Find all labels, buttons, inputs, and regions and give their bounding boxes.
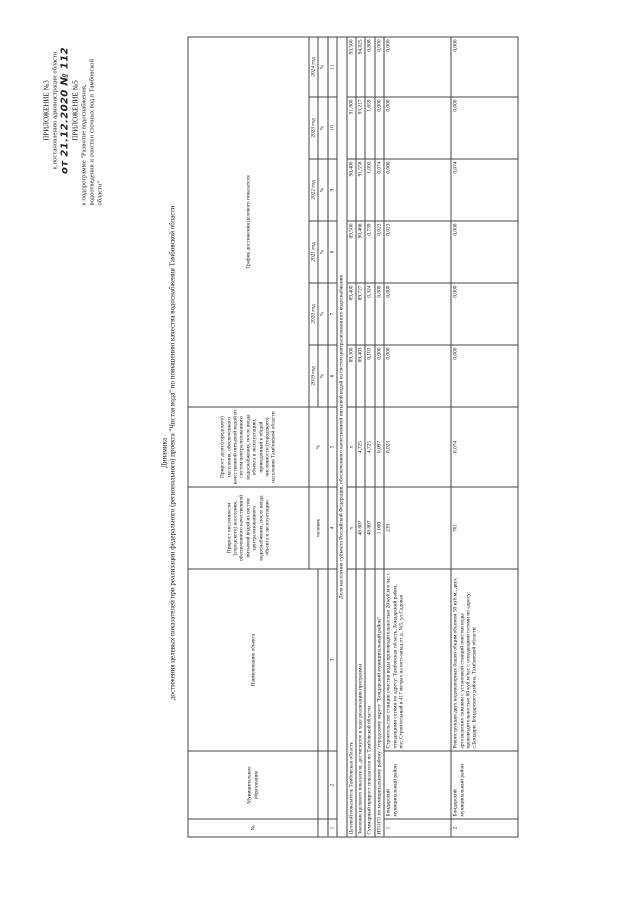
unit-percent-2020: % bbox=[318, 283, 327, 345]
year-2021: 2021 год bbox=[309, 221, 318, 283]
unit-percent-2023: % bbox=[318, 97, 327, 159]
object-municipality: Бондарский муниципальный район bbox=[384, 751, 451, 819]
object-row bbox=[384, 36, 451, 836]
summary-growth: 48 807 bbox=[356, 487, 365, 569]
col-num-9: 9 bbox=[327, 159, 336, 221]
district-total-value: 0,000 bbox=[374, 345, 383, 407]
attachment-line-1: ПРИЛОЖЕНИЕ №3 bbox=[42, 79, 50, 141]
summary-label: Целевой показатель Тамбовская область bbox=[346, 569, 355, 837]
unit-people: человек bbox=[309, 487, 328, 569]
summary-value: 0,103 bbox=[365, 345, 374, 407]
col-num-2: 2 bbox=[327, 751, 336, 819]
summary-value: 0,324 bbox=[365, 283, 374, 345]
summary-value: 93,217 bbox=[356, 97, 365, 159]
summary-value: 90,400 bbox=[346, 159, 355, 221]
units-blank-2 bbox=[318, 751, 327, 819]
attachment-line-5: водоотведения и очистки сточных вод в Тамбовской bbox=[88, 58, 95, 205]
object-value: 0,000 bbox=[384, 345, 451, 407]
attachment-line-6: области" bbox=[96, 180, 103, 205]
summary-label: Значение целевого показателя, достигнутое в ходе реализации программы bbox=[356, 569, 365, 837]
units-blank-1 bbox=[318, 819, 327, 837]
district-total-value: 0,074 bbox=[374, 159, 383, 221]
summary-value: 94,025 bbox=[356, 36, 365, 96]
object-municipality: Бондарский муниципальный район bbox=[451, 751, 518, 819]
summary-growth: х bbox=[346, 487, 355, 569]
unit-percent-2022: % bbox=[318, 159, 327, 221]
summary-value: 91,800 bbox=[346, 97, 355, 159]
column-numbers-row bbox=[327, 36, 336, 836]
unit-percent-2024: % bbox=[318, 36, 327, 96]
summary-value: 0,808 bbox=[365, 36, 374, 96]
header-no: № bbox=[188, 819, 318, 837]
district-total-value: 0,000 bbox=[374, 97, 383, 159]
district-total-label: ИТОГО по муниципальному району / городскому округу "Бондарский муниципальный район" bbox=[374, 569, 383, 837]
header-row bbox=[188, 36, 309, 836]
object-name: Реконструкция двух водонапорных башен общим объемом 50 куб.м., двух артезианских скважин с установкой станций очистки воды производительностью 60 куб.м/час с отводящими сетями по адресу: с.Бондари, Бондарского района, Тамбовской области bbox=[451, 569, 518, 751]
title-line-1: Динамика bbox=[160, 437, 168, 468]
object-value: 0,000 bbox=[451, 221, 518, 283]
summary-share: 4,725 bbox=[356, 407, 365, 487]
col-num-5: 5 bbox=[327, 407, 336, 487]
attachment-line-4: к подпрограмме "Развитие водоснабжения, bbox=[80, 83, 87, 205]
section-title: Доля населения субъекта Российской Федерации, обеспеченного качественной питьевой водой из систем централизованного водоснабжения bbox=[337, 36, 346, 836]
summary-row bbox=[356, 36, 365, 836]
title-line-2: достижения целевых показателей при реализации федерального (регионального) проекта "Чистая вода" по повышению качества водоснабжения Тамбовской области bbox=[168, 205, 176, 700]
object-share: 0,023 bbox=[384, 407, 451, 487]
col-num-11: 11 bbox=[327, 36, 336, 96]
object-value: 0,000 bbox=[384, 283, 451, 345]
summary-row bbox=[365, 36, 374, 836]
section-row bbox=[337, 36, 346, 836]
object-growth: 761 bbox=[451, 487, 518, 569]
summary-value: 89,500 bbox=[346, 221, 355, 283]
header-municipality: Муниципальное образование bbox=[188, 751, 318, 819]
object-value: 0,000 bbox=[451, 283, 518, 345]
header-population-growth: Прирост численности (городского) населения, обеспеченного качественной питьевой водой из систем централизованного водоснабжения, после ввода объекта в эксплуатацию bbox=[188, 487, 309, 569]
object-row bbox=[451, 36, 518, 836]
object-growth: 239 bbox=[384, 487, 451, 569]
col-num-7: 7 bbox=[327, 283, 336, 345]
district-total-value: 0,000 bbox=[374, 36, 383, 96]
col-num-3: 3 bbox=[327, 569, 336, 751]
year-2019: 2019 год bbox=[309, 345, 318, 407]
col-num-4: 4 bbox=[327, 487, 336, 569]
attachment-line-3: ПРИЛОЖЕНИЕ №5 bbox=[71, 79, 79, 141]
year-2023: 2023 год bbox=[309, 97, 318, 159]
object-no: 1 bbox=[384, 819, 451, 837]
summary-value: 89,403 bbox=[356, 345, 365, 407]
object-value: 0,000 bbox=[451, 345, 518, 407]
district-total-row bbox=[374, 36, 383, 836]
header-object-name: Наименование объекта bbox=[188, 569, 318, 751]
object-name: Строительство станции очистки воды производительностью 20 куб.м в час с отводящими сетями по адресу: Тамбовская область, Бондарский район, пос.Строительный в 417 метрах на юго-запад от д. №5, ул.Садовая bbox=[384, 569, 451, 751]
units-blank-3 bbox=[318, 569, 327, 751]
document-title bbox=[160, 0, 176, 905]
summary-value: 1,659 bbox=[365, 97, 374, 159]
year-2024: 2024 год bbox=[309, 36, 318, 96]
district-total-value: 0,000 bbox=[374, 283, 383, 345]
object-share: 0,074 bbox=[451, 407, 518, 487]
summary-value: 89,400 bbox=[346, 283, 355, 345]
summary-value: 1,092 bbox=[365, 159, 374, 221]
target-indicators-table bbox=[187, 36, 518, 837]
unit-percent-2019: % bbox=[318, 345, 327, 407]
summary-share: 4,725 bbox=[365, 407, 374, 487]
summary-value: 90,466 bbox=[356, 221, 365, 283]
handwritten-date-number: от 21.12.2020 № 112 bbox=[59, 46, 70, 174]
object-value: 0,000 bbox=[384, 97, 451, 159]
unit-percent-2021: % bbox=[318, 221, 327, 283]
attachment-block bbox=[42, 15, 104, 205]
object-no: 2 bbox=[451, 819, 518, 837]
summary-growth: 48 807 bbox=[365, 487, 374, 569]
attachment-line-2: к постановлению администрации области bbox=[51, 51, 58, 169]
object-value: 0,000 bbox=[384, 159, 451, 221]
col-num-10: 10 bbox=[327, 97, 336, 159]
summary-row bbox=[346, 36, 355, 836]
col-num-6: 6 bbox=[327, 345, 336, 407]
summary-value: 89,300 bbox=[346, 345, 355, 407]
district-total-value: 0,023 bbox=[374, 221, 383, 283]
summary-share: х bbox=[346, 407, 355, 487]
col-num-8: 8 bbox=[327, 221, 336, 283]
summary-value: 89,727 bbox=[356, 283, 365, 345]
col-num-1: 1 bbox=[327, 819, 336, 837]
header-population-share: Прирост доли (городского) населения, обеспеченного качественной питьевой водой из систем централизованного водоснабжения, после ввода объекта в эксплуатацию, приведенный к общей численности (городского) населения Тамбовской области bbox=[188, 407, 309, 487]
object-value: 0,000 bbox=[451, 97, 518, 159]
summary-label: Суммарный прирост показателя по Тамбовской области bbox=[365, 569, 374, 837]
summary-value: 0,739 bbox=[365, 221, 374, 283]
object-value: 0,023 bbox=[384, 221, 451, 283]
summary-value: 93,500 bbox=[346, 36, 355, 96]
district-total-share: 0,097 bbox=[374, 407, 383, 487]
object-value: 0,000 bbox=[451, 36, 518, 96]
object-value: 0,074 bbox=[451, 159, 518, 221]
summary-value: 91,558 bbox=[356, 159, 365, 221]
unit-percent: % bbox=[309, 407, 328, 487]
year-2022: 2022 год bbox=[309, 159, 318, 221]
district-total-growth: 1 000 bbox=[374, 487, 383, 569]
object-value: 0,000 bbox=[384, 36, 451, 96]
header-schedule: График достижения целевого показателя bbox=[188, 36, 309, 406]
year-2020: 2020 год bbox=[309, 283, 318, 345]
